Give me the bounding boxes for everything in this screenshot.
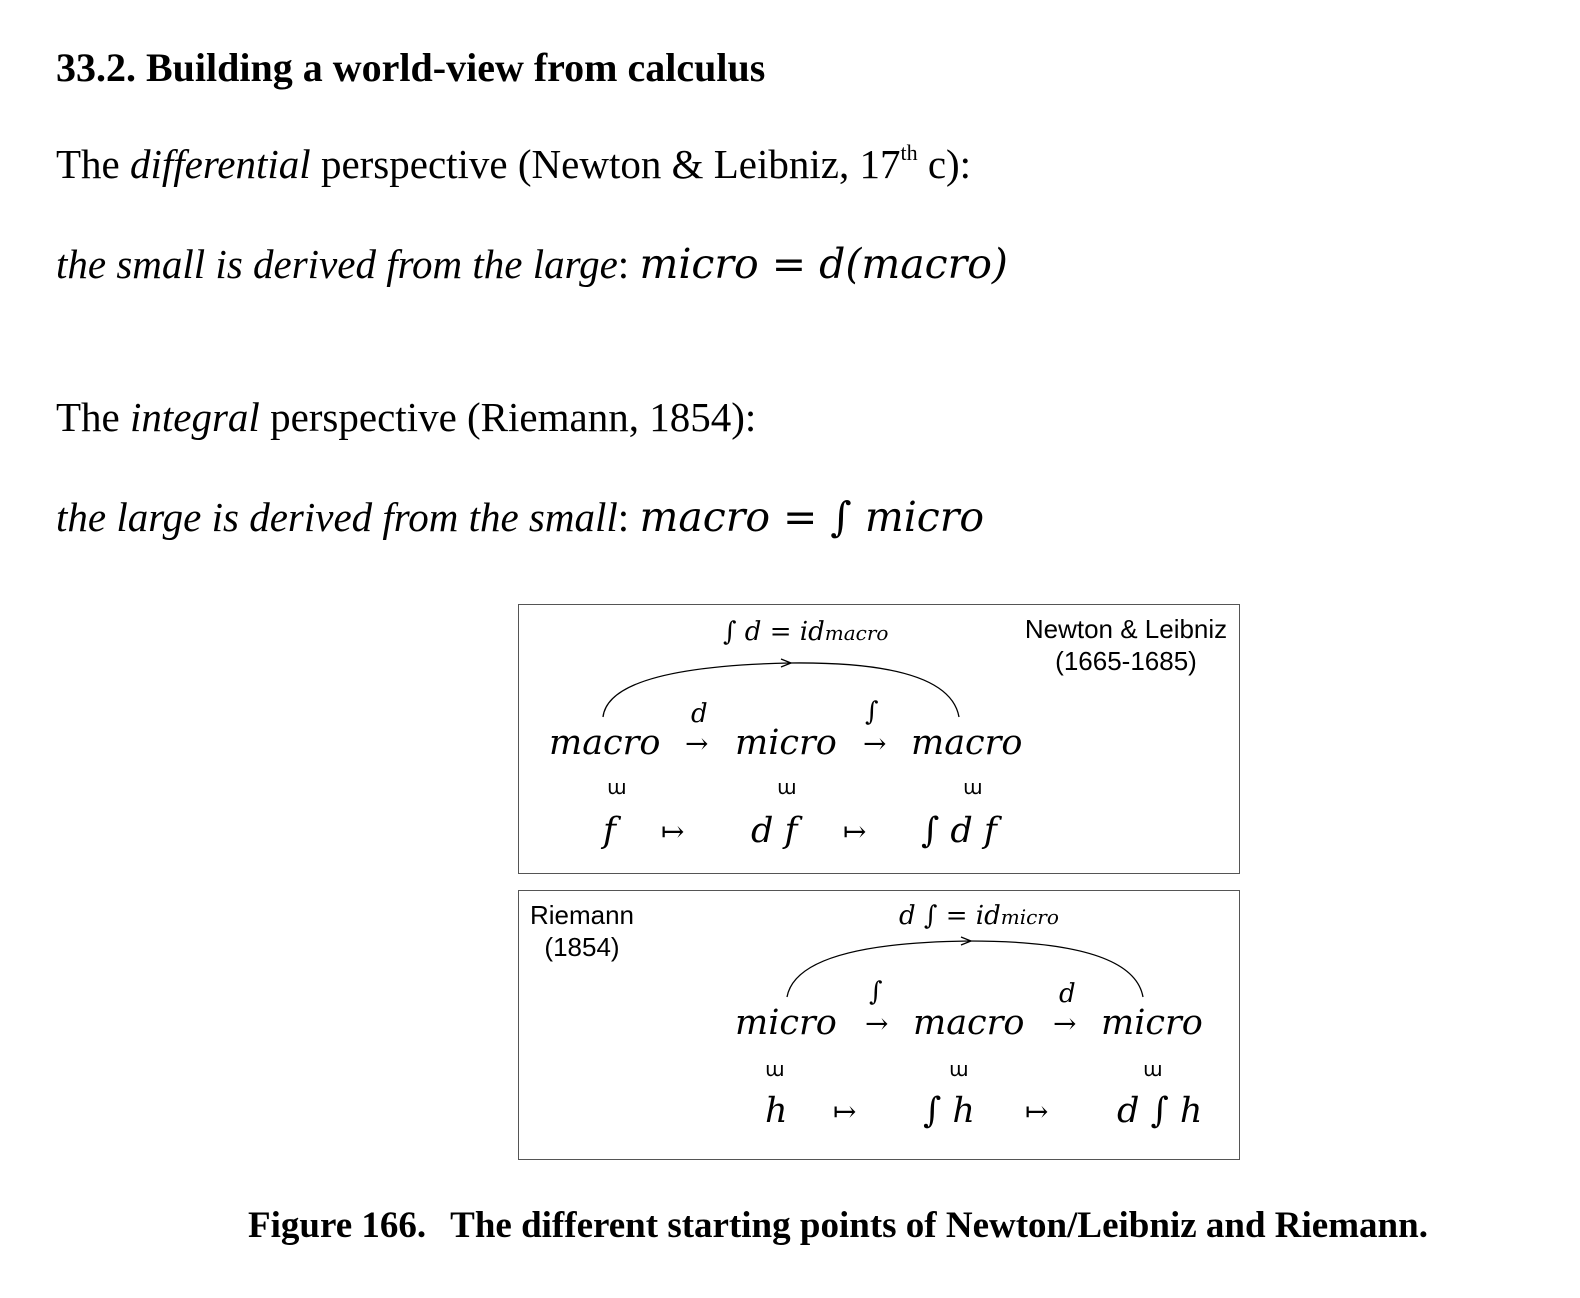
riemann-label-year: (1854): [544, 932, 620, 962]
element-of-symbol: ɯ: [777, 775, 797, 799]
arrow-label-integral: ∫: [865, 697, 879, 727]
arrow-label-d: d: [1059, 979, 1076, 1009]
differential-statement: [56, 240, 1008, 288]
element-of-symbol: ɯ: [765, 1057, 785, 1081]
figure-caption-text: The different starting points of Newton/Leibniz and Riemann.: [450, 1205, 1428, 1246]
integral-statement-colon: :: [617, 494, 640, 540]
composite-identity-subscript: micro: [1000, 905, 1059, 929]
differential-formula: micro = d(macro): [639, 240, 1008, 288]
newton-leibniz-diagram: [518, 604, 1240, 874]
newton-leibniz-label-years: (1665-1685): [1055, 646, 1197, 676]
space-macro-left: macro: [549, 723, 661, 763]
mapsto-2: ↦: [843, 815, 867, 848]
integral-intro-post: perspective (Riemann, 1854):: [259, 394, 757, 440]
arrow-label-integral: ∫: [869, 977, 883, 1007]
riemann-diagram: [518, 890, 1240, 1160]
riemann-label-name: Riemann: [529, 900, 635, 930]
element-of-symbol: ɯ: [949, 1057, 969, 1081]
arrow-1: →: [865, 1007, 889, 1040]
space-micro: micro: [735, 723, 837, 763]
space-micro-left: micro: [735, 1003, 837, 1043]
element-df: d f: [751, 811, 798, 851]
differential-statement-colon: :: [617, 241, 640, 287]
element-d-integral-h: d ∫ h: [1117, 1091, 1203, 1131]
century-superscript: th: [900, 140, 918, 165]
integral-intro: [56, 393, 756, 441]
section-heading: 33.2. Building a world-view from calculus: [56, 45, 766, 90]
integral-statement: [56, 493, 984, 541]
integral-intro-pre: The: [56, 394, 130, 440]
differential-intro-post: perspective (Newton & Leibniz, 17: [310, 141, 901, 187]
integral-formula: macro = ∫ micro: [639, 493, 985, 541]
arrow-2: →: [863, 727, 887, 760]
integral-statement-text: the large is derived from the small: [56, 494, 618, 540]
integral-term: integral: [130, 394, 260, 440]
mapsto-1: ↦: [661, 815, 685, 848]
space-macro-right: macro: [911, 723, 1023, 763]
figure-number: Figure 166.: [248, 1205, 427, 1246]
mapsto-2: ↦: [1025, 1095, 1049, 1128]
arrow-label-d: d: [691, 699, 708, 729]
space-micro-right: micro: [1101, 1003, 1203, 1043]
differential-term: differential: [130, 141, 311, 187]
element-of-symbol: ɯ: [963, 775, 983, 799]
differential-statement-text: the small is derived from the large: [56, 241, 618, 287]
figure-caption: [248, 1204, 1428, 1247]
arrow-1: →: [685, 727, 709, 760]
newton-leibniz-label-name: Newton & Leibniz: [1024, 614, 1228, 644]
composite-identity-text: ∫ d = id: [723, 617, 825, 647]
space-macro: macro: [913, 1003, 1025, 1043]
mapsto-1: ↦: [833, 1095, 857, 1128]
element-of-symbol: ɯ: [1143, 1057, 1163, 1081]
element-integral-df: ∫ d f: [921, 811, 997, 851]
composite-identity-subscript: macro: [824, 621, 889, 645]
differential-intro: [56, 140, 971, 188]
element-f: f: [603, 811, 616, 851]
arrow-2: →: [1053, 1007, 1077, 1040]
differential-intro-end: c):: [917, 141, 972, 187]
differential-intro-pre: The: [56, 141, 130, 187]
element-h: h: [765, 1091, 788, 1131]
element-of-symbol: ɯ: [607, 775, 627, 799]
composite-identity-text: d ∫ = id: [899, 901, 1001, 931]
element-integral-h: ∫ h: [923, 1091, 975, 1131]
